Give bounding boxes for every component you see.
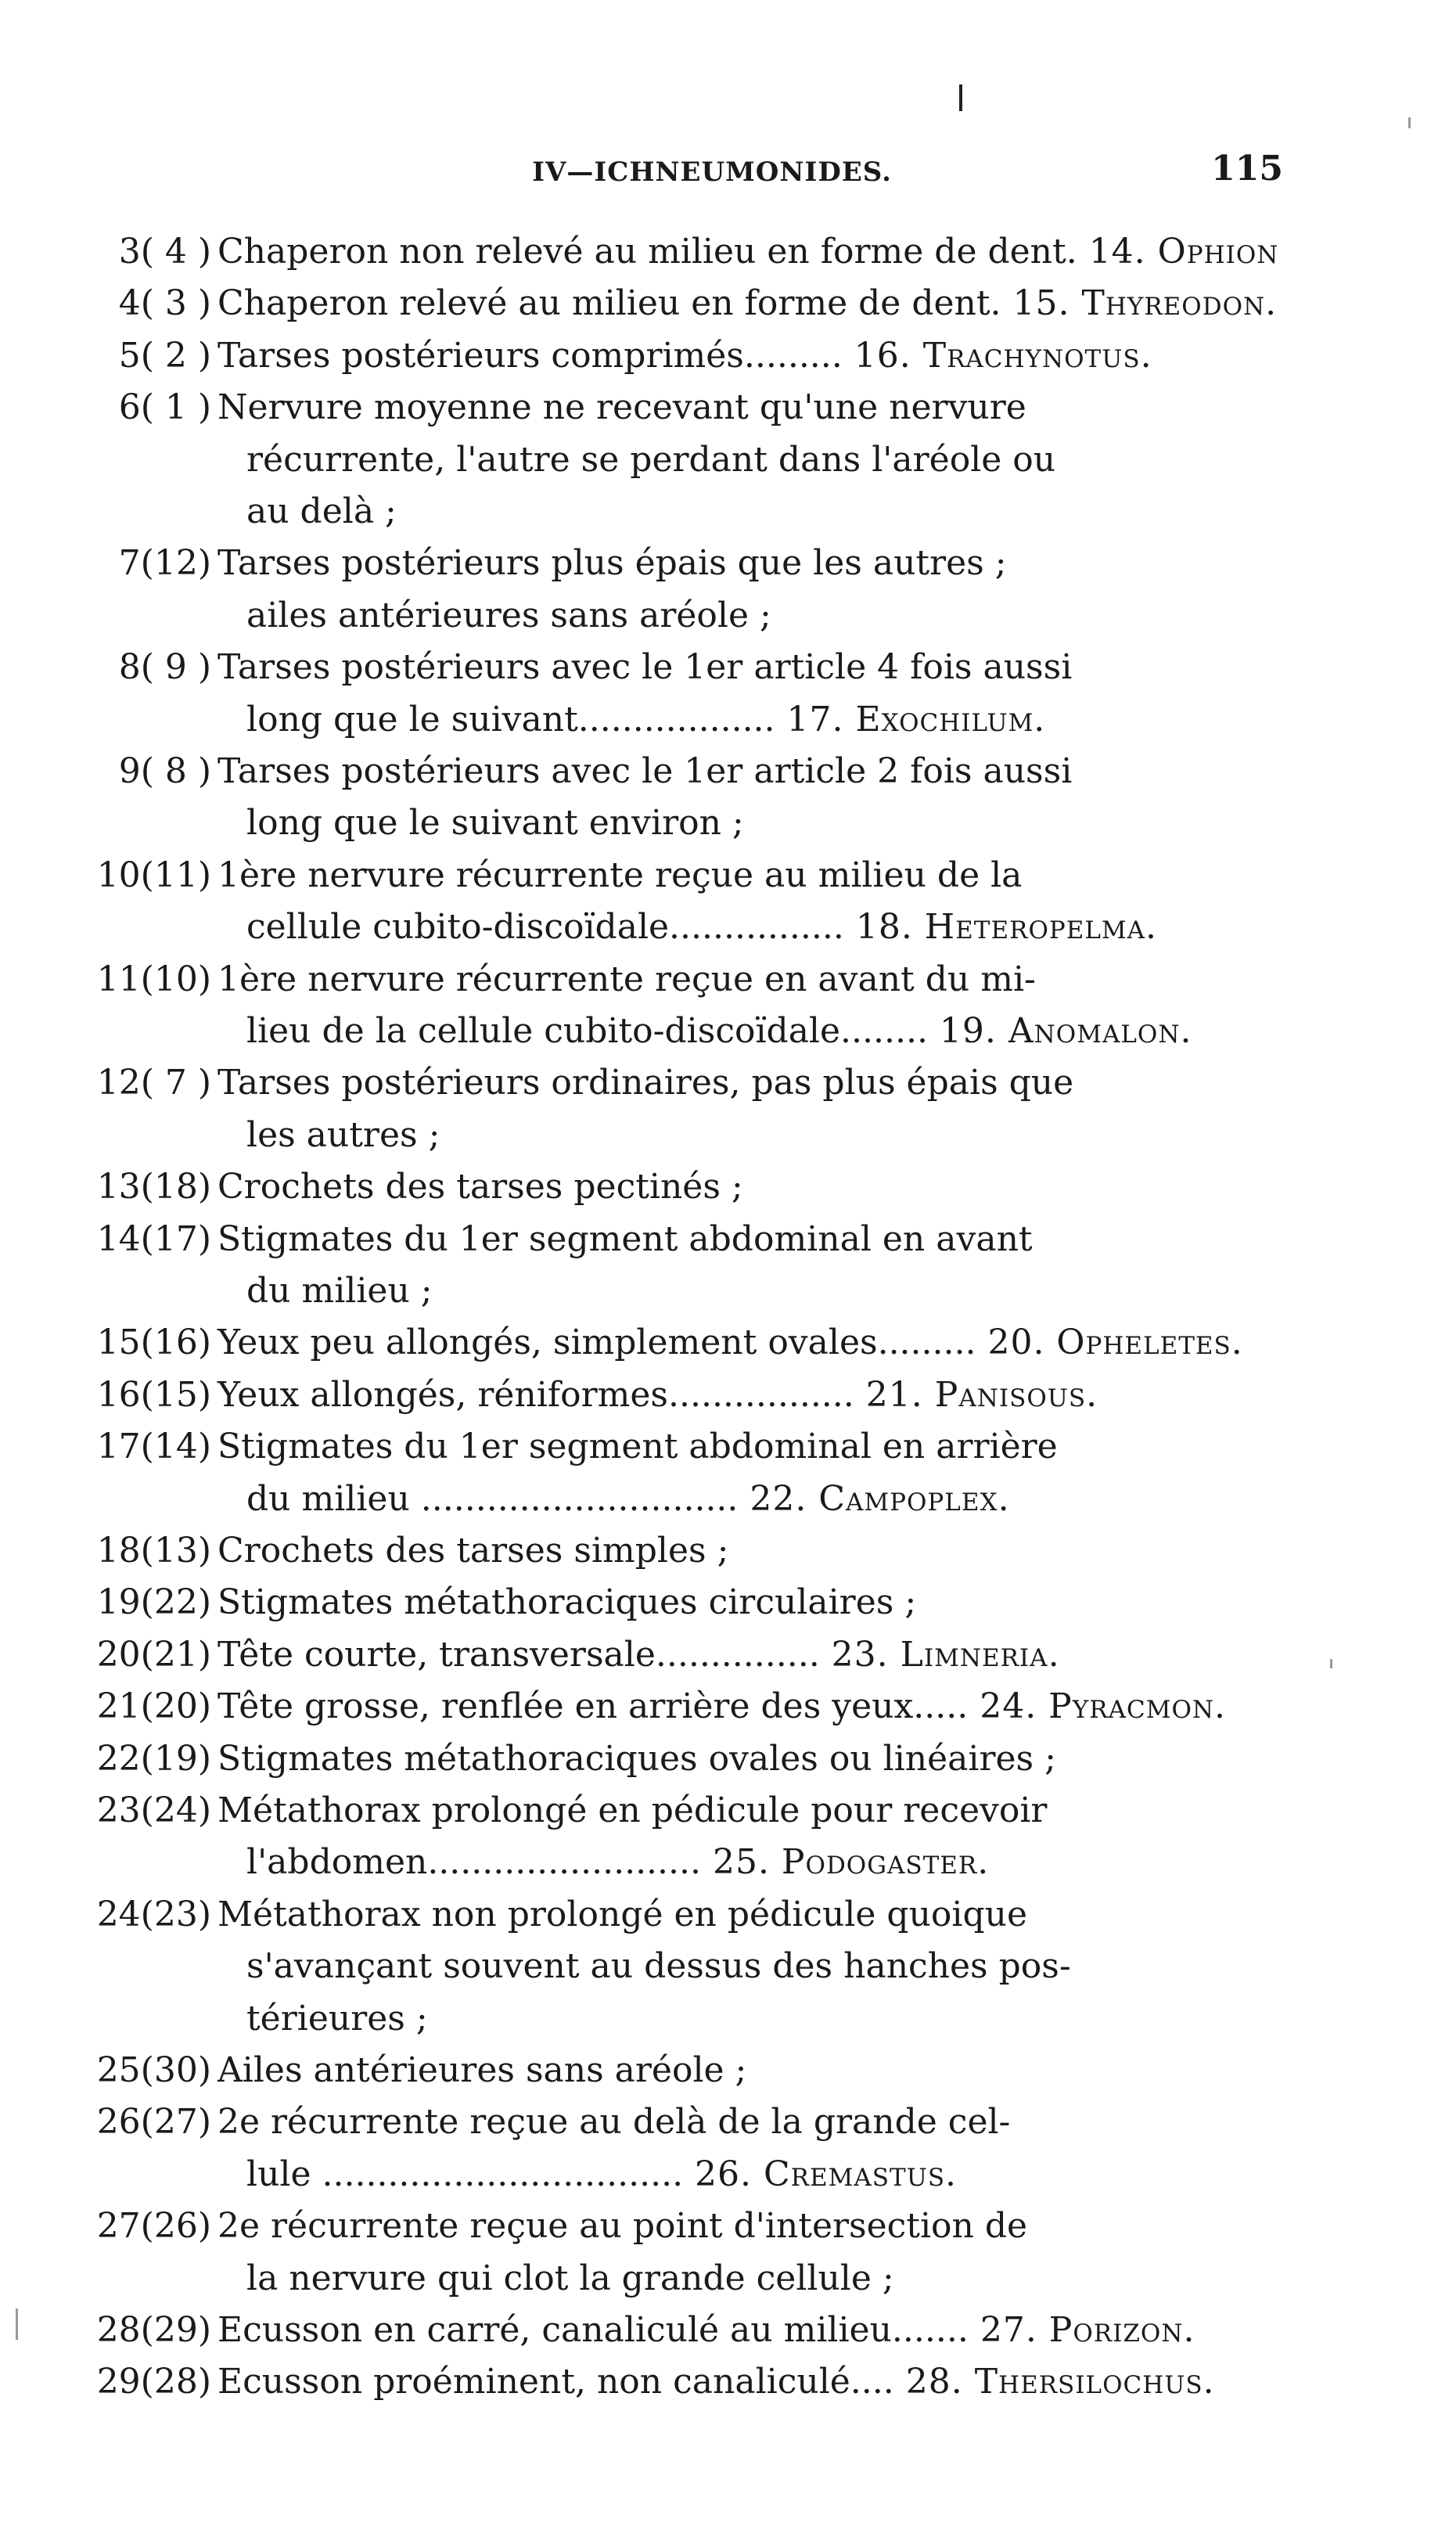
genus-result: 17. Exochilum. <box>775 699 1046 740</box>
key-line <box>0 1683 1456 1736</box>
margin-speck <box>1330 1659 1332 1668</box>
genus-result: 28. Thersilochus. <box>893 2362 1215 2402</box>
key-line <box>0 229 1456 282</box>
couplet-number: 16(15) <box>96 1374 211 1415</box>
couplet-number: 26(27) <box>96 2102 211 2143</box>
key-line <box>0 1268 1456 1321</box>
couplet-number: 12( 7 ) <box>96 1063 211 1103</box>
couplet-description: Tarses postérieurs plus épais que les autres ; <box>218 543 1007 584</box>
couplet-description: Métathorax non prolongé en pédicule quoique <box>218 1894 1028 1934</box>
running-title: IV—ICHNEUMONIDES. <box>532 157 892 188</box>
couplet-text <box>218 2047 1258 2094</box>
couplet-text <box>246 1008 1248 1055</box>
genus-result: 19. Anomalon. <box>927 1011 1192 1051</box>
key-line <box>0 1736 1456 1789</box>
couplet-text <box>218 540 1258 587</box>
key-line <box>0 333 1456 386</box>
couplet-description: du milieu ............................. <box>246 1478 739 1519</box>
key-line <box>0 2099 1456 2152</box>
key-line <box>0 852 1456 905</box>
genus-result: 14. Ophion <box>1077 232 1279 272</box>
couplet-description: ailes antérieures sans aréole ; <box>246 595 771 635</box>
couplet-description: du milieu ; <box>246 1271 433 1311</box>
couplet-description: long que le suivant.................. <box>246 699 775 740</box>
couplet-text <box>246 1943 1248 1990</box>
couplet-description: l'abdomen......................... <box>246 1842 701 1883</box>
couplet-description: Yeux peu allongés, simplement ovales......... <box>218 1322 976 1363</box>
key-line <box>0 1216 1456 1269</box>
couplet-number: 9( 8 ) <box>118 751 211 791</box>
key-line <box>0 644 1456 697</box>
key-line <box>0 1319 1456 1373</box>
couplet-text <box>246 1268 1248 1315</box>
couplet-number: 3( 4 ) <box>118 232 211 272</box>
genus-result: 22. Campoplex. <box>738 1478 1010 1519</box>
couplet-number: 20(21) <box>96 1634 211 1675</box>
couplet-description: Tête grosse, renflée en arrière des yeux..... <box>218 1686 969 1727</box>
couplet-description: Stigmates métathoraciques ovales ou linéaires ; <box>218 1738 1056 1779</box>
print-mark <box>959 85 962 111</box>
genus-result: 26. Cremastus. <box>683 2154 958 2194</box>
key-line <box>0 956 1456 1009</box>
couplet-description: Yeux allongés, réniformes................. <box>218 1374 854 1415</box>
couplet-description: s'avançant souvent au dessus des hanches pos- <box>246 1946 1071 1987</box>
key-line <box>0 1060 1456 1113</box>
couplet-number: 24(23) <box>96 1894 211 1934</box>
couplet-number: 14(17) <box>96 1218 211 1259</box>
couplet-text <box>218 229 1279 275</box>
couplet-number: 10(11) <box>96 855 211 895</box>
couplet-description: 1ère nervure récurrente reçue au milieu de la <box>218 855 1023 895</box>
key-line <box>0 437 1456 490</box>
couplet-description: long que le suivant environ ; <box>246 803 744 844</box>
key-line <box>0 1423 1456 1477</box>
couplet-description: la nervure qui clot la grande cellule ; <box>246 2258 894 2298</box>
key-line <box>0 280 1456 333</box>
couplet-number: 4( 3 ) <box>118 283 211 324</box>
key-line <box>0 800 1456 853</box>
couplet-text <box>218 1372 1258 1419</box>
couplet-text <box>218 1787 1258 1834</box>
couplet-text <box>246 592 1248 639</box>
couplet-text <box>218 956 1258 1003</box>
key-line <box>0 1164 1456 1217</box>
couplet-number: 28(29) <box>96 2310 211 2350</box>
key-line <box>0 696 1456 750</box>
couplet-text <box>218 1060 1258 1107</box>
key-line <box>0 1787 1456 1841</box>
couplet-description: lule ................................. <box>246 2154 684 2194</box>
key-line <box>0 1891 1456 1945</box>
couplet-description: Métathorax prolongé en pédicule pour recevoir <box>218 1790 1048 1830</box>
couplet-text <box>218 1736 1258 1783</box>
couplet-description: récurrente, l'autre se perdant dans l'aréole ou <box>246 439 1056 480</box>
couplet-description: Tarses postérieurs avec le 1er article 2 fois aussi <box>218 751 1073 791</box>
couplet-description: cellule cubito-discoïdale................ <box>246 907 844 948</box>
couplet-text <box>218 1579 1258 1626</box>
key-line <box>0 1579 1456 1632</box>
couplet-description: Stigmates métathoraciques circulaires ; <box>218 1582 917 1623</box>
couplet-description: Ailes antérieures sans aréole ; <box>218 2050 747 2090</box>
couplet-text <box>218 2307 1258 2354</box>
couplet-description: Chaperon non relevé au milieu en forme de dent. <box>218 232 1077 272</box>
couplet-text <box>246 1476 1248 1523</box>
couplet-number: 8( 9 ) <box>118 647 211 688</box>
couplet-number: 5( 2 ) <box>118 335 211 376</box>
couplet-number: 27(26) <box>96 2206 211 2247</box>
couplet-description: Ecusson proéminent, non canaliculé.... <box>218 2362 894 2402</box>
couplet-number: 19(22) <box>96 1582 211 1623</box>
couplet-text <box>246 904 1248 951</box>
couplet-description: Crochets des tarses pectinés ; <box>218 1167 743 1207</box>
couplet-description: 2e récurrente reçue au point d'intersection de <box>218 2206 1028 2247</box>
couplet-text <box>218 1216 1258 1263</box>
couplet-description: Tarses postérieurs comprimés......... <box>218 335 843 376</box>
genus-result: 15. Thyreodon. <box>1001 283 1278 324</box>
genus-result: 27. Porizon. <box>968 2310 1195 2350</box>
key-line <box>0 1008 1456 1061</box>
couplet-description: Chaperon relevé au milieu en forme de dent. <box>218 283 1001 324</box>
couplet-number: 7(12) <box>118 543 211 584</box>
couplet-text <box>218 1319 1258 1366</box>
couplet-number: 6( 1 ) <box>118 387 211 428</box>
key-line <box>0 592 1456 646</box>
margin-speck <box>1408 117 1411 128</box>
couplet-text <box>246 696 1248 743</box>
key-line <box>0 904 1456 957</box>
couplet-description: Tarses postérieurs avec le 1er article 4 fois aussi <box>218 647 1073 688</box>
couplet-text <box>246 1995 1248 2042</box>
key-line <box>0 1632 1456 1685</box>
couplet-text <box>246 2151 1248 2198</box>
key-line <box>0 1112 1456 1165</box>
couplet-text <box>218 852 1258 899</box>
key-line <box>0 1372 1456 1425</box>
couplet-number: 17(14) <box>96 1427 211 1467</box>
couplet-description: au delà ; <box>246 491 397 531</box>
couplet-number: 25(30) <box>96 2050 211 2090</box>
couplet-description: les autres ; <box>246 1114 440 1155</box>
key-line <box>0 384 1456 437</box>
couplet-text <box>218 1891 1258 1938</box>
genus-result: 24. Pyracmon. <box>968 1686 1226 1727</box>
couplet-text <box>246 488 1248 535</box>
margin-speck <box>16 2308 18 2340</box>
genus-result: 21. Panisous. <box>854 1374 1098 1415</box>
genus-result: 18. Heteropelma. <box>843 907 1158 948</box>
genus-result: 16. Trachynotus. <box>842 335 1152 376</box>
couplet-number: 15(16) <box>96 1322 211 1363</box>
couplet-text <box>218 2099 1258 2146</box>
couplet-text <box>218 2203 1258 2250</box>
couplet-description: térieures ; <box>246 1998 428 2039</box>
couplet-text <box>246 1112 1248 1159</box>
key-line <box>0 2151 1456 2204</box>
couplet-number: 13(18) <box>96 1167 211 1207</box>
couplet-description: Crochets des tarses simples ; <box>218 1531 729 1571</box>
couplet-text <box>218 644 1258 691</box>
couplet-description: Stigmates du 1er segment abdominal en arrière <box>218 1427 1058 1467</box>
key-line <box>0 2359 1456 2412</box>
genus-result: 23. Limneria. <box>819 1634 1060 1675</box>
couplet-text <box>246 2255 1248 2302</box>
key-line <box>0 2307 1456 2360</box>
genus-result: 25. Podogaster. <box>700 1842 990 1883</box>
page-number: 115 <box>1211 149 1283 189</box>
couplet-text <box>218 1683 1258 1730</box>
couplet-description: 1ère nervure récurrente reçue en avant du mi- <box>218 959 1036 999</box>
key-line <box>0 1943 1456 1996</box>
couplet-text <box>218 384 1258 431</box>
running-header <box>78 149 1283 203</box>
couplet-number: 11(10) <box>96 959 211 999</box>
couplet-description: Ecusson en carré, canaliculé au milieu....... <box>218 2310 969 2350</box>
key-line <box>0 1839 1456 1892</box>
key-line <box>0 540 1456 593</box>
couplet-text <box>246 1839 1248 1886</box>
couplet-text <box>246 800 1248 847</box>
key-line <box>0 2203 1456 2256</box>
key-line <box>0 1476 1456 1529</box>
couplet-text <box>218 1528 1258 1574</box>
key-line <box>0 2047 1456 2100</box>
couplet-description: 2e récurrente reçue au delà de la grande cel- <box>218 2102 1011 2143</box>
couplet-number: 23(24) <box>96 1790 211 1830</box>
key-line <box>0 748 1456 801</box>
couplet-number: 22(19) <box>96 1738 211 1779</box>
couplet-text <box>218 280 1278 327</box>
couplet-number: 18(13) <box>96 1531 211 1571</box>
couplet-text <box>218 748 1258 795</box>
couplet-description: Tarses postérieurs ordinaires, pas plus épais que <box>218 1063 1074 1103</box>
couplet-number: 29(28) <box>96 2362 211 2402</box>
key-line <box>0 2255 1456 2308</box>
couplet-description: lieu de la cellule cubito-discoïdale........ <box>246 1011 928 1051</box>
key-line <box>0 1995 1456 2049</box>
couplet-text <box>218 1423 1258 1470</box>
key-line <box>0 488 1456 542</box>
couplet-text <box>246 437 1248 484</box>
couplet-text <box>218 333 1258 380</box>
genus-result: 20. Opheletes. <box>976 1322 1243 1363</box>
couplet-text <box>218 1164 1258 1211</box>
couplet-description: Stigmates du 1er segment abdominal en avant <box>218 1218 1033 1259</box>
couplet-text <box>218 2359 1258 2406</box>
key-line <box>0 1528 1456 1581</box>
couplet-number: 21(20) <box>96 1686 211 1727</box>
couplet-description: Nervure moyenne ne recevant qu'une nervure <box>218 387 1026 428</box>
couplet-description: Tête courte, transversale............... <box>218 1634 820 1675</box>
couplet-text <box>218 1632 1258 1679</box>
